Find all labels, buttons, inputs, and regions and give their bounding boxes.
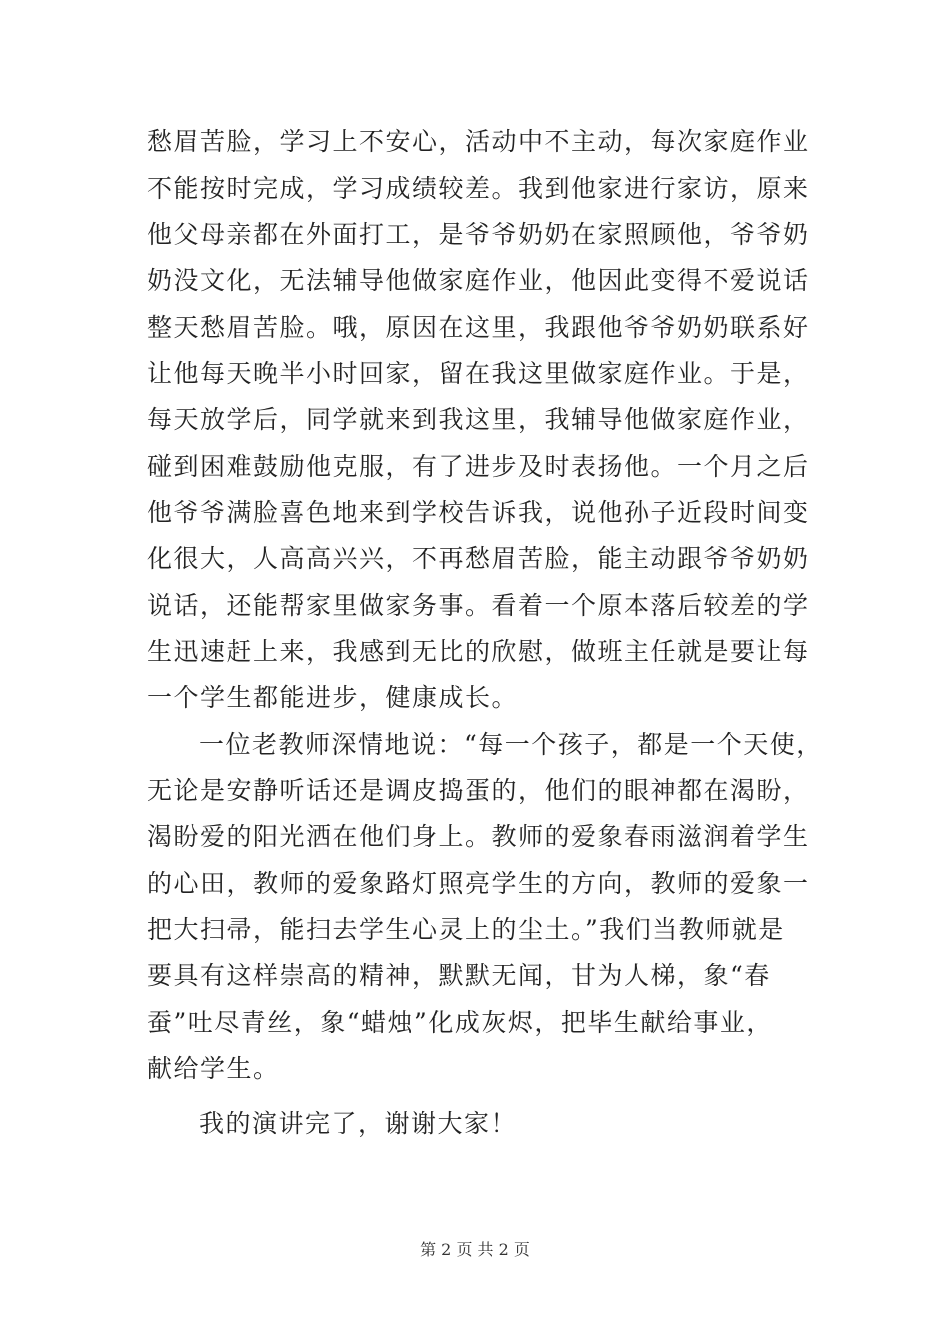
- text-line: 要具有这样崇高的精神，默默无闻，甘为人梯，象“春: [147, 961, 771, 990]
- text-line: 一位老教师深情地说：“每一个孩子，都是一个天使，: [199, 730, 823, 759]
- text-line: 献给学生。: [147, 1054, 280, 1083]
- text-line: 他父母亲都在外面打工，是爷爷奶奶在家照顾他，爷爷奶: [147, 220, 810, 249]
- text-line: 碰到困难鼓励他克服，有了进步及时表扬他。一个月之后: [147, 452, 810, 481]
- text-line: 不能按时完成，学习成绩较差。我到他家进行家访，原来: [147, 174, 810, 203]
- text-line: 让他每天晚半小时回家，留在我这里做家庭作业。于是，: [147, 359, 810, 388]
- text-line: 他爷爷满脸喜色地来到学校告诉我，说他孙子近段时间变: [147, 498, 810, 527]
- text-line: 每天放学后，同学就来到我这里，我辅导他做家庭作业，: [147, 405, 810, 434]
- text-line: 整天愁眉苦脸。哦，原因在这里，我跟他爷爷奶奶联系好: [147, 313, 810, 342]
- text-line: 渴盼爱的阳光洒在他们身上。教师的爱象春雨滋润着学生: [147, 822, 810, 851]
- text-line: 我的演讲完了，谢谢大家！: [199, 1109, 518, 1138]
- text-line: 无论是安静听话还是调皮捣蛋的，他们的眼神都在渴盼，: [147, 776, 810, 805]
- text-line: 化很大，人高高兴兴，不再愁眉苦脸，能主动跟爷爷奶奶: [147, 544, 810, 573]
- text-line: 说话，还能帮家里做家务事。看着一个原本落后较差的学: [147, 591, 810, 620]
- text-line: 一个学生都能进步，健康成长。: [147, 683, 519, 712]
- text-line: 把大扫帚，能扫去学生心灵上的尘土。”我们当教师就是: [147, 915, 785, 944]
- text-line: 愁眉苦脸，学习上不安心，活动中不主动，每次家庭作业: [147, 127, 810, 156]
- text-line: 生迅速赶上来，我感到无比的欣慰，做班主任就是要让每: [147, 637, 810, 666]
- text-line: 的心田，教师的爱象路灯照亮学生的方向，教师的爱象一: [147, 869, 810, 898]
- page-footer: 第 2 页 共 2 页: [420, 1240, 530, 1259]
- text-line: 蚕”吐尽青丝，象“蜡烛”化成灰烬，把毕生献给事业，: [147, 1008, 773, 1037]
- text-line: 奶没文化，无法辅导他做家庭作业，他因此变得不爱说话: [147, 266, 810, 295]
